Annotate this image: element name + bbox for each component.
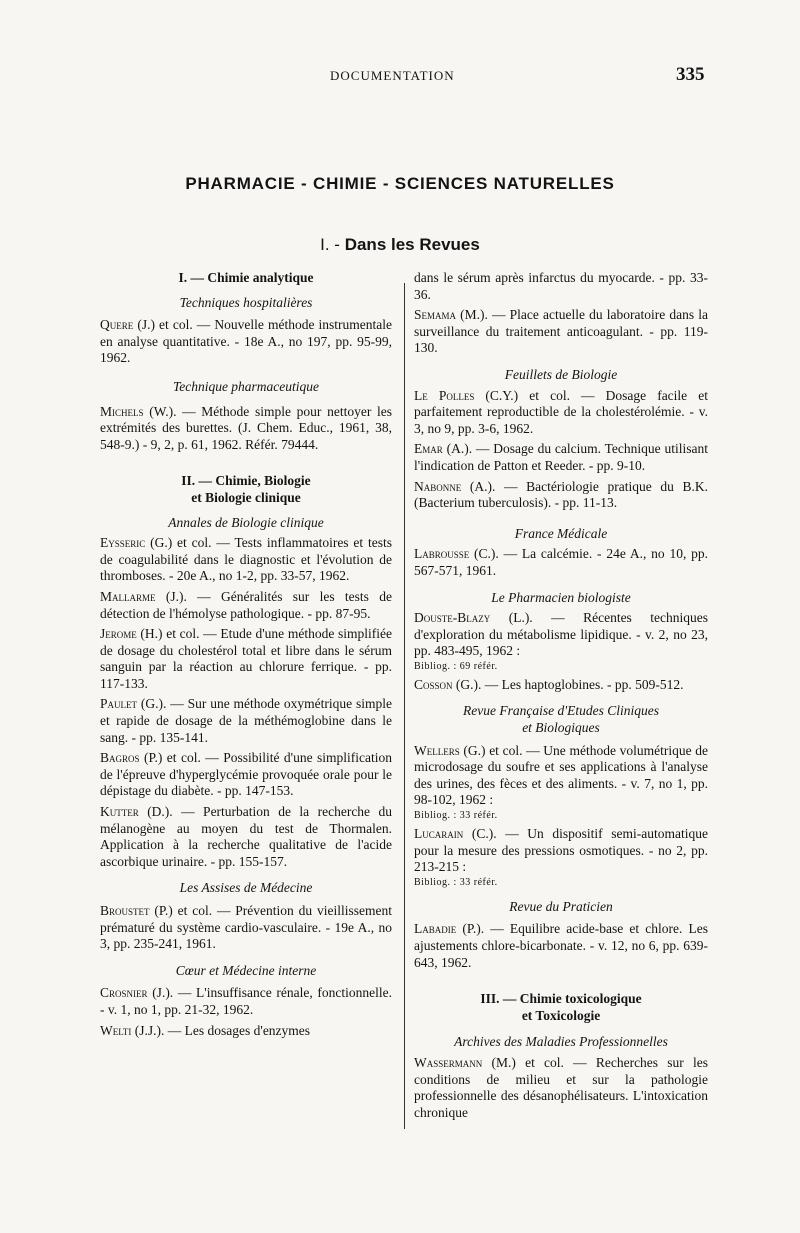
entry-author: Cosson	[414, 676, 453, 692]
entry-text: (C.Y.) et col. — Dosage facile et parfaitement reproductible de la cholestérolémie. - v. 3, no 9, pp. 3-6, 1962.	[414, 387, 708, 436]
entry-author: Emar	[414, 441, 443, 457]
section-heading: II. — Chimie, Biologie	[181, 473, 311, 489]
bibliography-entry	[100, 985, 392, 1018]
entry-author: Kutter	[100, 804, 139, 820]
entry-reference-count: Bibliog. : 69 référ.	[414, 660, 498, 672]
entry-text: (G.). — Sur une méthode oxymétrique simple et rapide de dosage de la méthémoglobine dans le sang. - pp. 135-141.	[100, 696, 392, 745]
entry-text: (C.). — Un dispositif semi-automatique pour la mesure des pressions osmotiques. - no 2, pp. 213-215 :	[414, 826, 708, 875]
bibliography-entry	[414, 388, 708, 438]
bibliography-entry	[100, 750, 392, 800]
page-title: PHARMACIE - CHIMIE - SCIENCES NATURELLES	[185, 174, 615, 193]
journal-heading: Feuillets de Biologie	[504, 366, 618, 382]
bibliography-entry	[100, 317, 392, 367]
column-divider	[404, 283, 405, 1129]
entry-text: (J.). — L'insuffisance rénale, fonctionnelle. - v. 1, no 1, pp. 21-32, 1962.	[100, 985, 392, 1017]
journal-heading: Revue du Praticien	[509, 898, 613, 914]
entry-author: Paulet	[100, 696, 137, 712]
entry-text: (P.) et col. — Possibilité d'une simplification de l'épreuve d'hyperglycémie provoquée orale pour le dépistage du diabète. - pp. 147-153.	[100, 750, 392, 799]
subtitle-prefix: I. -	[320, 235, 345, 254]
running-title: DOCUMENTATION	[330, 68, 455, 83]
entry-text: (G.) et col. — Tests inflammatoires et tests de coagulabilité dans le diagnostic et l'évolution de thromboses. - 20e A., no 1-2, pp. 33-57, 1962.	[100, 535, 392, 584]
section-heading: I. — Chimie analytique	[178, 270, 314, 285]
entry-text: (G.) et col. — Une méthode volumétrique de microdosage du soufre et ses applications à l'analyse des urines, des fèces et des aliments. - v. 7, no 1, pp. 98-102, 1962 :	[414, 742, 708, 808]
entry-author: Nabonne	[414, 478, 462, 494]
bibliography-entry	[100, 535, 392, 585]
left-column	[100, 270, 392, 1039]
journal-heading: Archives des Maladies Professionnelles	[454, 1034, 668, 1050]
bibliography-entry	[414, 546, 708, 579]
entry-text: (A.). — Bactériologie pratique du B.K. (Bacterium tuberculosis). - pp. 11-13.	[414, 478, 708, 511]
journal-heading: Cœur et Médecine interne	[175, 962, 317, 978]
journal-heading: et Biologiques	[522, 720, 600, 736]
bibliography-entry	[100, 696, 392, 746]
entry-author: Labadie	[414, 921, 457, 937]
section-heading: et Toxicologie	[521, 1007, 601, 1023]
entry-author: Labrousse	[414, 546, 470, 562]
bibliography-entry	[100, 404, 392, 454]
entry-author: Eysseric	[100, 535, 146, 551]
entry-text: (M.). — Place actuelle du laboratoire dans la surveillance du traitement anticoagulant. - pp. 119-130.	[414, 307, 708, 356]
page-number: 335	[676, 64, 705, 85]
entry-author: Wellers	[414, 742, 460, 758]
journal-heading: Technique pharmaceutique	[172, 378, 320, 394]
entry-text: (J.J.). — Les dosages d'enzymes	[131, 1022, 311, 1038]
journal-heading: Les Assises de Médecine	[179, 880, 313, 896]
bibliography-entry	[414, 441, 708, 474]
entry-author: Le Polles	[414, 387, 475, 403]
right-column	[414, 270, 708, 1121]
bibliography-entry	[100, 1023, 392, 1040]
entry-reference-count: Bibliog. : 33 référ.	[414, 876, 498, 888]
entry-author: Quere	[100, 317, 134, 333]
entry-author: Semama	[414, 307, 457, 323]
bibliography-entry	[100, 626, 392, 692]
entry-text: (C.). — La calcémie. - 24e A., no 10, pp. 567-571, 1961.	[414, 546, 708, 578]
entry-text: (P.). — Equilibre acide-base et chlore. Les ajustements chlore-bicarbonate. - v. 12, no 6, pp. 639-643, 1962.	[414, 921, 708, 970]
bibliography-entry	[414, 1055, 708, 1121]
entry-author: Bagros	[100, 750, 140, 766]
bibliography-entry	[100, 903, 392, 953]
section-heading: et Biologie clinique	[191, 489, 301, 505]
entry-text: (M.) et col. — Recherches sur les conditions de milieu et sur la pathologie professionnelle des désanophélisateurs. L'intoxication chronique	[414, 1054, 708, 1120]
entry-author: Crosnier	[100, 985, 148, 1001]
page-header	[0, 64, 800, 88]
subtitle-bold: Dans les Revues	[344, 235, 480, 254]
journal-heading: Le Pharmacien biologiste	[491, 589, 631, 605]
entry-text: (P.) et col. — Prévention du vieillissement prématuré du système cardio-vasculaire. - 19e A., no 3, pp. 235-241, 1961.	[100, 903, 392, 952]
entry-author: Broustet	[100, 903, 150, 918]
bibliography-entry	[414, 826, 708, 889]
entry-reference-count: Bibliog. : 33 référ.	[414, 810, 498, 822]
entry-author: Douste-Blazy	[414, 610, 491, 626]
entry-text: (A.). — Dosage du calcium. Technique utilisant l'indication de Patton et Reeder. - pp. 9-10.	[414, 441, 708, 473]
entry-text: (J.) et col. — Nouvelle méthode instrumentale en analyse quantitative. - 18e A., no 197, pp. 95-99, 1962.	[100, 317, 392, 366]
entry-text: (W.). — Méthode simple pour nettoyer les extrémités des burettes. (J. Chem. Educ., 1961, 38, 548-9.) - 9, 2, p. 61, 1962. Référ. 79444.	[100, 403, 392, 452]
journal-heading: Revue Française d'Etudes Cliniques	[463, 703, 659, 719]
bibliography-entry	[414, 921, 708, 971]
entry-author: Mallarme	[100, 588, 156, 604]
journal-heading: Annales de Biologie clinique	[168, 514, 324, 530]
entry-author: Welti	[100, 1022, 132, 1038]
journal-heading: France Médicale	[514, 525, 608, 541]
entry-continuation: dans le sérum après infarctus du myocarde. - pp. 33-36.	[414, 270, 708, 302]
bibliography-entry	[414, 479, 708, 512]
entry-author: Michels	[100, 403, 144, 419]
bibliography-entry	[414, 307, 708, 357]
entry-text: (H.) et col. — Etude d'une méthode simplifiée de dosage du cholestérol total et libre dans le sérum sanguin par la réaction au chlorure ferrique. - pp. 117-133.	[100, 626, 392, 691]
section-subtitle	[0, 235, 800, 255]
bibliography-entry	[414, 743, 708, 822]
bibliography-entry	[100, 804, 392, 870]
section-heading: III. — Chimie toxicologique	[480, 991, 642, 1007]
entry-text: (L.). — Récentes techniques d'exploration du métabolisme lipidique. - v. 2, no 23, pp. 483-495, 1962 :	[414, 610, 708, 659]
bibliography-entry	[414, 677, 708, 694]
bibliography-entry	[100, 589, 392, 622]
entry-text: (J.). — Généralités sur les tests de détection de l'hémolyse pathologique. - pp. 87-95.	[100, 588, 392, 621]
journal-heading: Techniques hospitalières	[179, 294, 313, 310]
bibliography-entry	[414, 610, 708, 673]
entry-author: Wassermann	[414, 1054, 483, 1070]
entry-text: (G.). — Les haptoglobines. - pp. 509-512.	[452, 676, 684, 692]
entry-author: Lucarain	[414, 826, 464, 842]
entry-author: Jerome	[100, 626, 137, 642]
entry-text: (D.). — Perturbation de la recherche du mélanogène au moyen du test de Thormalen. Application à la recherche qualitative de l'acide ascorbique urinaire. - pp. 155-157.	[100, 804, 392, 869]
